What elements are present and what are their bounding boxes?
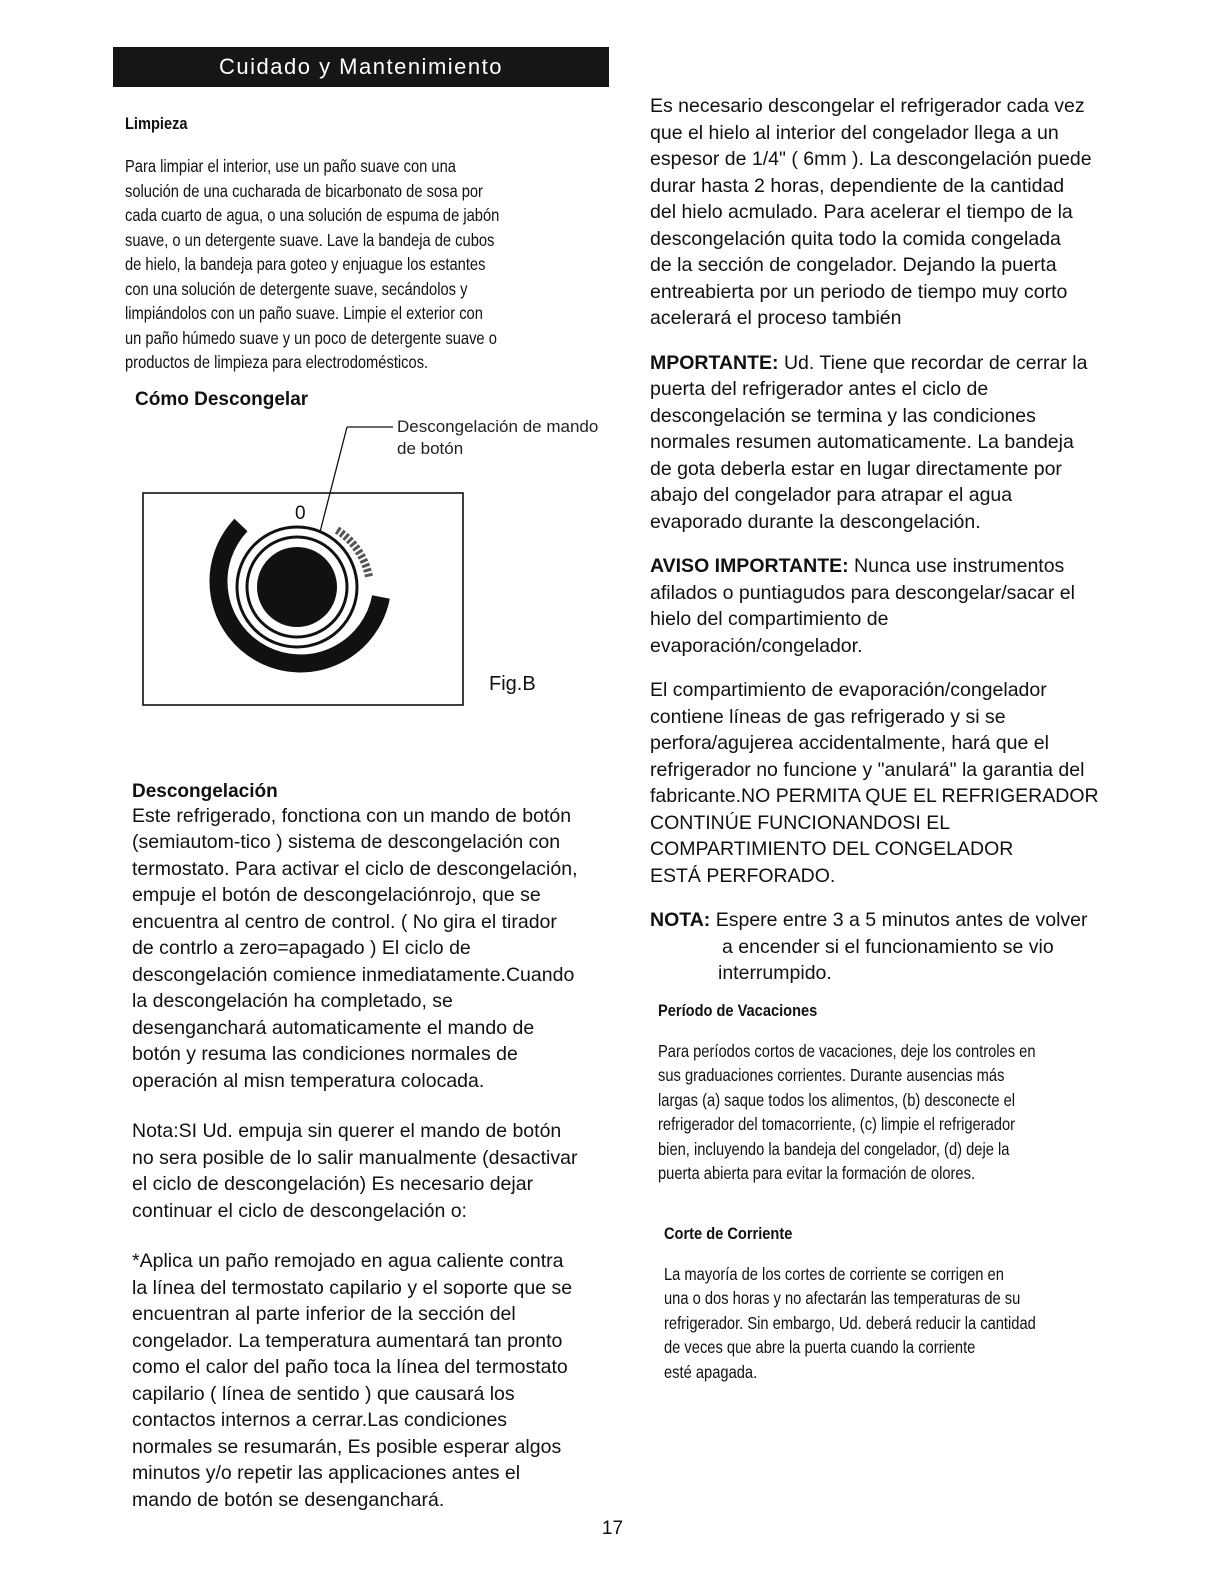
section-banner: Cuidado y Mantenimiento: [113, 47, 609, 87]
intro-paragraph: [650, 93, 1150, 332]
callout-line: de botón: [397, 438, 464, 458]
text-line: solución de una cucharada de bicarbonato de sosa por: [125, 180, 483, 201]
text-line: encuentran al parte inferior de la sección del: [132, 1303, 516, 1325]
text-line: normales se resumarán, Es posible esperar algos: [132, 1435, 562, 1458]
text-line: descongelación quita todo la comida congelada: [650, 227, 1061, 250]
corte-paragraph: [664, 1262, 1150, 1385]
text-line: con una solución de detergente suave, secándolos y: [125, 278, 468, 299]
vacaciones-paragraph: [658, 1039, 1150, 1186]
text-line: contactos internos a cerrar.Las condiciones: [132, 1409, 508, 1431]
text-line: [650, 553, 1150, 580]
text-line: [650, 350, 1150, 377]
aviso-paragraph: [650, 553, 1150, 659]
text-line: esté apagada.: [664, 1361, 758, 1382]
text-line: acelerará el proceso también: [650, 307, 902, 329]
text-line: largas (a) saque todos los alimentos, (b) desconecte el: [658, 1089, 1016, 1110]
text-line: refrigerador. Sin embargo, Ud. deberá reducir la cantidad: [664, 1312, 1036, 1333]
text-line: puerta abierta para evitar la formación de olores.: [658, 1163, 976, 1183]
text-line: capilario ( línea de sentido ) que causará los: [132, 1382, 515, 1405]
text-line: suave, o un detergente suave. Lave la bandeja de cubos: [125, 229, 495, 250]
text-line: Para períodos cortos de vacaciones, deje los controles en: [658, 1040, 1036, 1061]
text-line: Este refrigerado, fonctiona con un mando de botón: [132, 804, 572, 827]
text-line: a encender si el funcionamiento se vio: [722, 935, 1054, 958]
text-line: [650, 907, 1150, 934]
callout-line: Descongelación de mando: [397, 416, 599, 436]
text-line: la línea del termostato capilario y el soporte que se: [132, 1276, 573, 1299]
text-line: La mayoría de los cortes de corriente se corrigen en: [664, 1263, 1004, 1284]
text-line: del hielo acmulado. Para acelerar el tiempo de la: [650, 201, 1073, 223]
text-line: fabricante.NO PERMITA QUE EL REFRIGERADOR: [650, 785, 1099, 807]
importante-first-line: Ud. Tiene que recordar de cerrar la: [778, 351, 1088, 374]
text-line: durar hasta 2 horas, dependiente de la cantidad: [650, 174, 1065, 197]
text-line: de hielo, la bandeja para goteo y enjuague los estantes: [125, 254, 486, 274]
text-line: perfora/agujerea accidentalmente, hará que el: [650, 732, 1049, 754]
text-line: contiene líneas de gas refrigerado y si se: [650, 705, 1006, 728]
aviso-first-line: Nunca use instrumentos: [848, 555, 1065, 577]
page-number: 17: [601, 1518, 624, 1539]
nota-label: NOTA:: [650, 909, 711, 931]
text-line: puerta del refrigerador antes el ciclo de: [650, 378, 989, 400]
text-line: COMPARTIMIENTO DEL CONGELADOR: [650, 838, 1014, 860]
text-line: de veces que abre la puerta cuando la corriente: [664, 1337, 976, 1357]
text-line: Es necesario descongelar el refrigerador cada vez: [650, 95, 1085, 117]
text-line: el ciclo de descongelación) Es necesario dejar: [132, 1173, 534, 1195]
text-line: continuar el ciclo de descongelación o:: [132, 1199, 467, 1222]
text-line: espesor de 1/4" ( 6mm ). La descongelación puede: [650, 148, 1092, 170]
text-line: refrigerador del tomacorriente, (c) limpie el refrigerador: [658, 1114, 1016, 1134]
descongelacion-heading: Descongelación: [132, 780, 278, 802]
text-line: hielo del compartimiento de: [650, 608, 889, 630]
text-line: evaporación/congelador.: [650, 634, 863, 657]
nota-first-line: Espere entre 3 a 5 minutos antes de volver: [710, 909, 1088, 931]
importante-paragraph: [650, 350, 1150, 536]
text-line: Nota:SI Ud. empuja sin querer el mando de botón: [132, 1120, 562, 1142]
defrost-knob-illustration: [125, 417, 625, 747]
text-line: *Aplica un paño remojado en agua caliente contra: [132, 1250, 564, 1272]
text-line: El compartimiento de evaporación/congelador: [650, 679, 1047, 701]
text-line: abajo del congelador para atrapar el agua: [650, 484, 1013, 506]
text-line: productos de limpieza para electrodomésticos.: [125, 352, 429, 372]
nota-paragraph: [132, 1118, 640, 1224]
text-line: un paño húmedo suave y un poco de detergente suave o: [125, 327, 497, 348]
text-line: de contrlo a zero=apagado ) El ciclo de: [132, 937, 471, 959]
text-line: encuentra al centro de control. ( No gira el tirador: [132, 910, 557, 933]
zero-mark-label: 0: [295, 502, 306, 524]
nota-espere-paragraph: [650, 907, 1150, 987]
text-line: minutos y/o repetir las applicaciones antes el: [132, 1462, 521, 1484]
text-line: (semiautom-tico ) sistema de descongelación con: [132, 831, 561, 853]
text-line: operación al misn temperatura colocada.: [132, 1069, 485, 1092]
text-line: sus graduaciones corrientes. Durante ausencias más: [658, 1065, 1005, 1085]
text-line: Para limpiar el interior, use un paño suave con una: [125, 156, 456, 176]
right-column: [650, 93, 1150, 1384]
descongelacion-section: [132, 781, 640, 1514]
text-line: ESTÁ PERFORADO.: [650, 864, 836, 887]
text-line: que el hielo al interior del congelador llega a un: [650, 121, 1059, 144]
text-line: interrumpido.: [718, 962, 832, 984]
text-line: mando de botón se desenganchará.: [132, 1488, 445, 1511]
text-line: empuje el botón de descongelaciónrojo, que se: [132, 884, 541, 906]
text-line: de gota deberla estar en lugar directamente por: [650, 457, 1062, 480]
text-line: cada cuarto de agua, o una solución de espuma de jabón: [125, 205, 500, 225]
text-line: no sera posible de lo salir manualmente (desactivar: [132, 1146, 578, 1169]
compartimiento-paragraph: [650, 677, 1150, 889]
limpieza-paragraph: [125, 154, 640, 375]
text-line: entreabierta por un periodo de tiempo muy corto: [650, 280, 1068, 303]
text-line: descongelación comience inmediatamente.Cuando: [132, 963, 575, 986]
importante-label: MPORTANTE:: [650, 351, 779, 374]
aplica-paragraph: [132, 1248, 640, 1513]
text-line: desenganchará automaticamente el mando de: [132, 1016, 535, 1039]
figure-caption: Fig.B: [489, 672, 536, 695]
text-line: CONTINÚE FUNCIONANDOSI EL: [650, 811, 951, 834]
text-line: limpiándolos con un paño suave. Limpie el exterior con: [125, 303, 483, 323]
text-line: de la sección de congelador. Dejando la puerta: [650, 254, 1057, 276]
defrost-knob-figure: [125, 417, 625, 747]
text-line: una o dos horas y no afectarán las temperaturas de su: [664, 1288, 1021, 1308]
text-line: refrigerador no funcione y "anulará" la garantia del: [650, 758, 1085, 781]
text-line: congelador. La temperatura aumentará tan pronto: [132, 1329, 563, 1352]
text-line: termostato. Para activar el ciclo de descongelación,: [132, 857, 578, 880]
aviso-label: AVISO IMPORTANTE:: [650, 555, 849, 577]
text-line: bien, incluyendo la bandeja del congelador, (d) deje la: [658, 1138, 1010, 1159]
text-line: afilados o puntiagudos para descongelar/sacar el: [650, 581, 1075, 604]
vacaciones-heading: Período de Vacaciones: [658, 1000, 818, 1020]
como-descongelar-heading: Cómo Descongelar: [135, 388, 309, 410]
text-line: descongelación se termina y las condiciones: [650, 404, 1036, 427]
text-line: evaporado durante la descongelación.: [650, 510, 981, 533]
text-line: normales resumen automaticamente. La bandeja: [650, 431, 1074, 453]
text-line: la descongelación ha completado, se: [132, 990, 453, 1012]
callout-label: [397, 416, 598, 460]
limpieza-heading: Limpieza: [125, 114, 188, 133]
text-line: botón y resuma las condiciones normales de: [132, 1043, 518, 1065]
text-line: como el calor del paño toca la línea del termostato: [132, 1356, 568, 1378]
left-column: [125, 110, 640, 1513]
corte-heading: Corte de Corriente: [664, 1223, 793, 1243]
